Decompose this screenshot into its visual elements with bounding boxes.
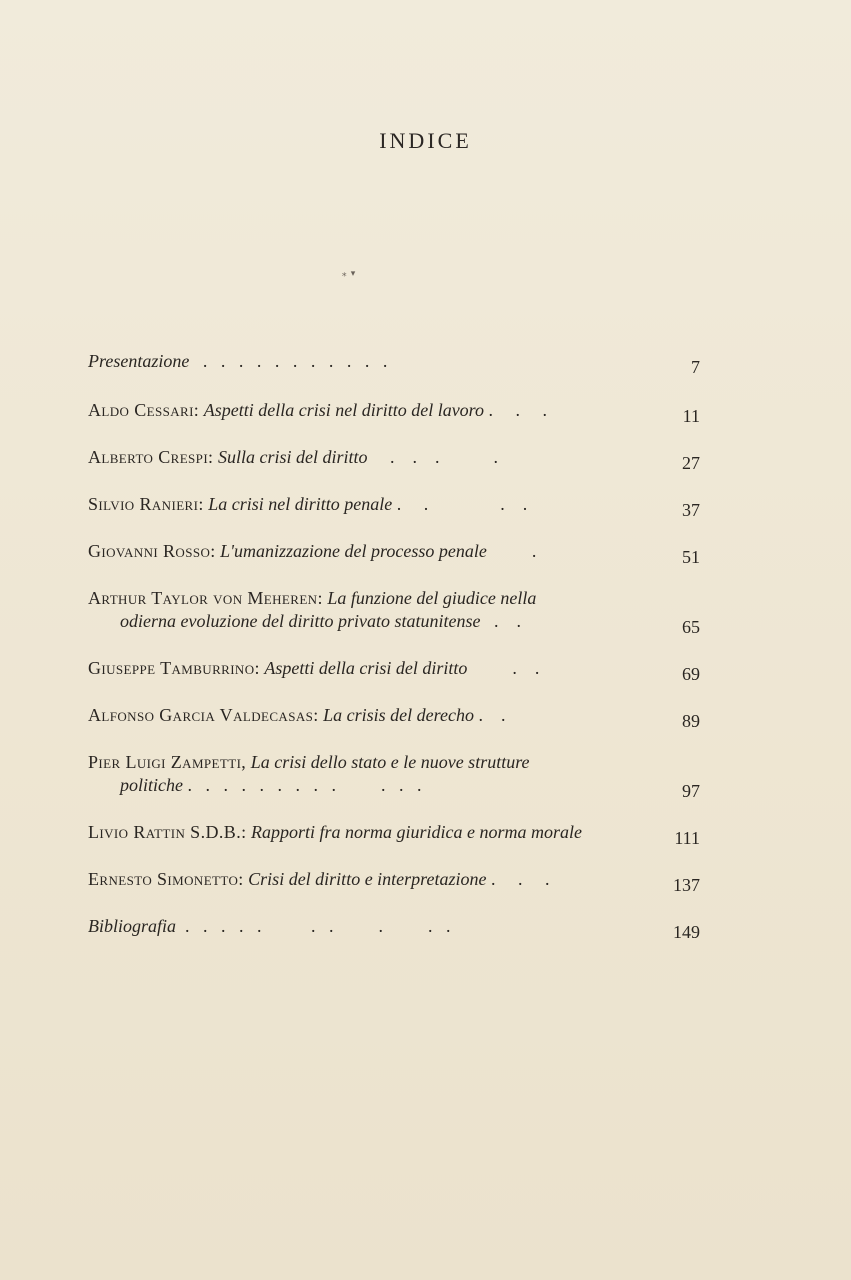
page-number: 65 [682, 617, 700, 637]
page-number: 97 [682, 781, 700, 801]
entry-author: Silvio Ranieri: [88, 494, 204, 514]
entry-author: Livio Rattin S.D.B.: [88, 822, 247, 842]
page-number: 11 [682, 406, 700, 426]
page-number: 7 [691, 357, 700, 377]
entry-title-continuation: politiche [120, 775, 183, 795]
toc-entry [88, 587, 700, 637]
dot-leader: . . . . . . . . . . [176, 916, 451, 936]
ornament-mark: ⁎ ▾ [342, 268, 357, 278]
page-number: 51 [682, 547, 700, 567]
table-of-contents [88, 350, 700, 962]
toc-entry [88, 704, 700, 731]
toc-entry [88, 868, 700, 895]
page-number: 89 [682, 711, 700, 731]
entry-title-continuation: odierna evoluzione del diritto privato statunitense [120, 611, 481, 631]
page-number: 149 [673, 922, 700, 942]
entry-title: Bibliografia [88, 916, 177, 936]
entry-title: Crisi del diritto e interpretazione [248, 869, 487, 889]
page-title: INDICE [379, 128, 472, 153]
entry-title: L'umanizzazione del processo penale [220, 541, 487, 561]
page-number: 37 [682, 500, 700, 520]
entry-author: Alberto Crespi: [88, 447, 214, 467]
entry-author: Alfonso Garcia Valdecasas: [88, 705, 319, 725]
toc-entry [88, 540, 700, 567]
entry-title: Sulla crisi del diritto [217, 447, 368, 467]
entry-title: Aspetti della crisi del diritto [264, 658, 468, 678]
entry-author: Pier Luigi Zampetti, [88, 752, 247, 772]
entry-author: Aldo Cessari: [88, 400, 200, 420]
entry-author: Giovanni Rosso: [88, 541, 216, 561]
entry-title: La crisi dello stato e le nuove strutture [250, 752, 530, 772]
page-number: 137 [673, 875, 700, 895]
toc-entry [88, 657, 700, 684]
toc-entry [88, 350, 700, 377]
entry-title: La crisi nel diritto penale [208, 494, 393, 514]
toc-entry [88, 446, 700, 473]
entry-title: Rapporti fra norma giuridica e norma morale [251, 822, 582, 842]
page-number: 69 [682, 664, 700, 684]
entry-author: Giuseppe Tamburrino: [88, 658, 260, 678]
dot-leader: . . . . [392, 494, 528, 514]
dot-leader: . . [467, 658, 540, 678]
toc-entry [88, 751, 700, 801]
dot-leader: . . [473, 705, 506, 725]
dot-leader: . . . [486, 869, 550, 889]
toc-entry [88, 915, 700, 942]
entry-title: Presentazione [88, 351, 190, 371]
entry-title: Aspetti della crisi nel diritto del lavoro [203, 400, 485, 420]
dot-leader: . . . . . . . . . . . . [182, 775, 422, 795]
dot-leader: . . . . [367, 447, 498, 467]
toc-entry [88, 821, 700, 848]
dot-leader: . . . . . . . . . . . [189, 351, 388, 371]
dot-leader: . [486, 541, 537, 561]
toc-entry [88, 493, 700, 520]
dot-leader: . . [480, 611, 521, 631]
page-number: 27 [682, 453, 700, 473]
toc-entry [88, 399, 700, 426]
entry-title: La crisis del derecho [323, 705, 474, 725]
entry-author: Arthur Taylor von Meheren: [88, 588, 323, 608]
page-number: 111 [674, 828, 700, 848]
entry-author: Ernesto Simonetto: [88, 869, 244, 889]
entry-title: La funzione del giudice nella [327, 588, 537, 608]
dot-leader: . . . [484, 400, 548, 420]
